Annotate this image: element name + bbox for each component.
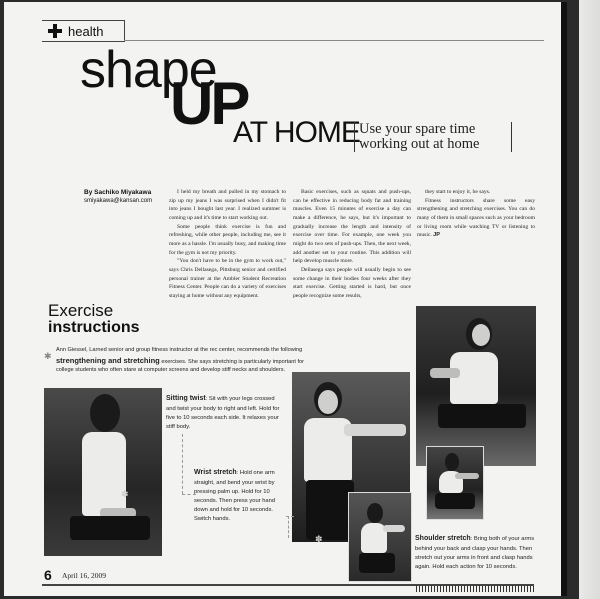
byline-author: By Sachiko Miyakawa [84, 189, 152, 196]
figure-head [367, 503, 383, 523]
figure-head [445, 453, 459, 471]
paragraph: Basic exercises, such as squats and push-ups, can be effective in reducing body fat and training muscles. Even 15 minutes of exercise a day can make a difference, he says, but it's important to gradually increase the length and intensity of exercise over time. For example, one week you might do two sets of push-ups. Then, the next week, add another set to your routine. This addition will help develop muscle more. [293, 189, 411, 265]
figure-arm [344, 424, 406, 436]
exercise-name: Shoulder stretch [415, 535, 471, 542]
exercise-title-line2: instructions [48, 318, 140, 336]
photo-sitting-twist [44, 388, 162, 556]
paragraph: they start to enjoy it, he says. [425, 189, 491, 195]
headline-up: UP [170, 70, 248, 137]
paragraph: "You don't have to be in the gym to work out," says Chris Dellasega, Pittsburg senior and certified personal trainer at the Ambler Student Recreation Fitness Center. People can do a variety of exercises staying at home without any equipment. [169, 258, 286, 299]
figure-legs [359, 553, 395, 573]
article-column-2 [293, 188, 411, 301]
figure-arm [383, 525, 405, 532]
intro-bold: strengthening and stretching [56, 355, 160, 365]
figure-face [472, 324, 490, 346]
intro-text: exercises. She says stretching is particularly important for college students who often stare at computer screens and develop stiff necks and shoulders. [56, 358, 305, 374]
exercise-sitting-twist [166, 394, 284, 432]
figure-legs [306, 480, 354, 540]
exercise-title-line1: Exercise [48, 301, 114, 320]
exercise-shoulder-stretch [415, 534, 537, 572]
exercise-name: Sitting twist [166, 395, 206, 402]
exercise-wrist-stretch [194, 468, 284, 524]
exercise-description: : Sit with your legs crossed and twist your body to right and left. Hold for five to 10 seconds each side. It relaxes your stiff body. [166, 396, 280, 430]
paragraph: I held my breath and pulled in my stomach to zip up my jeans I was surprised when I didn't fit into jeans I bought last year. I realized summer is coming up and it's time to start working out. [169, 189, 286, 221]
byline-email: smiyakawa@kansan.com [84, 198, 153, 205]
paragraph: Some people think exercise is fun and refreshing, while other people, including me, see it more as a hassle. I'm usually busy, and making time for the gym is not my priority. [169, 223, 286, 256]
photo-shoulder-stretch [416, 306, 536, 466]
page-number: 6 [44, 567, 52, 583]
adjacent-page-edge [579, 0, 600, 599]
footer-barcode [416, 586, 536, 592]
figure-shirt [450, 352, 498, 404]
issue-date: April 16, 2009 [62, 571, 106, 580]
intro-text: Ann Giessel, Larned senior and group fitness instructor at the rec center, recommends the following [56, 347, 303, 353]
headline-shape: shape [80, 41, 217, 99]
section-tag [42, 20, 125, 42]
magazine-page [4, 2, 565, 596]
photo-shoulder-stretch-inset [426, 446, 484, 520]
exercise-intro [56, 346, 322, 375]
figure-legs [435, 493, 475, 509]
flower-icon: ✽ [121, 489, 129, 499]
paragraph [417, 197, 535, 240]
article-column-1 [169, 188, 286, 301]
figure-arm [455, 473, 479, 479]
exercise-title [48, 302, 140, 337]
exercise-name: Wrist stretch [194, 469, 237, 476]
photo-wrist-stretch-inset [348, 492, 412, 582]
byline [84, 188, 174, 206]
headline-at-home: AT HOME [233, 116, 360, 149]
page-fold [561, 2, 567, 596]
flower-icon: ✽ [315, 534, 323, 544]
figure-face [318, 390, 338, 414]
paragraph-text: Fitness instructors share some easy strengthening and stretching exercises. You can do many of them in small spaces such as your bedroom or living room while watching TV or listening to music. [417, 197, 535, 239]
figure-head [90, 394, 120, 432]
section-label: health [68, 23, 104, 39]
figure-arm [430, 368, 460, 378]
figure-legs [70, 516, 150, 540]
figure-shirt [82, 432, 126, 516]
exercise-description: : Hold one arm straight, and bend your wrist by pressing palm up. Hold for 10 seconds. Then press your hand down and hold for 10 seconds. Switch hands. [194, 470, 276, 522]
plus-icon [48, 24, 62, 38]
deck-subheadline: Use your spare time working out at home [354, 122, 512, 152]
connector-line [182, 434, 183, 494]
star-icon: ✱ [44, 351, 52, 361]
exercise-description: : Bring both of your arms behind your back and clasp your hands. Then stretch out your arms in front and clasp hands again. Hold each action for 10 seconds. [415, 536, 535, 570]
article-column-3 [417, 188, 535, 240]
paragraph: Dellasega says people will usually begin to see some change in their bodies four weeks after they start exercise. Getting started is hard, but once people recognize some results, [293, 266, 411, 299]
figure-legs [438, 404, 526, 428]
connector-line [288, 516, 289, 538]
connector-line [182, 494, 196, 495]
end-mark: JP [433, 232, 441, 239]
